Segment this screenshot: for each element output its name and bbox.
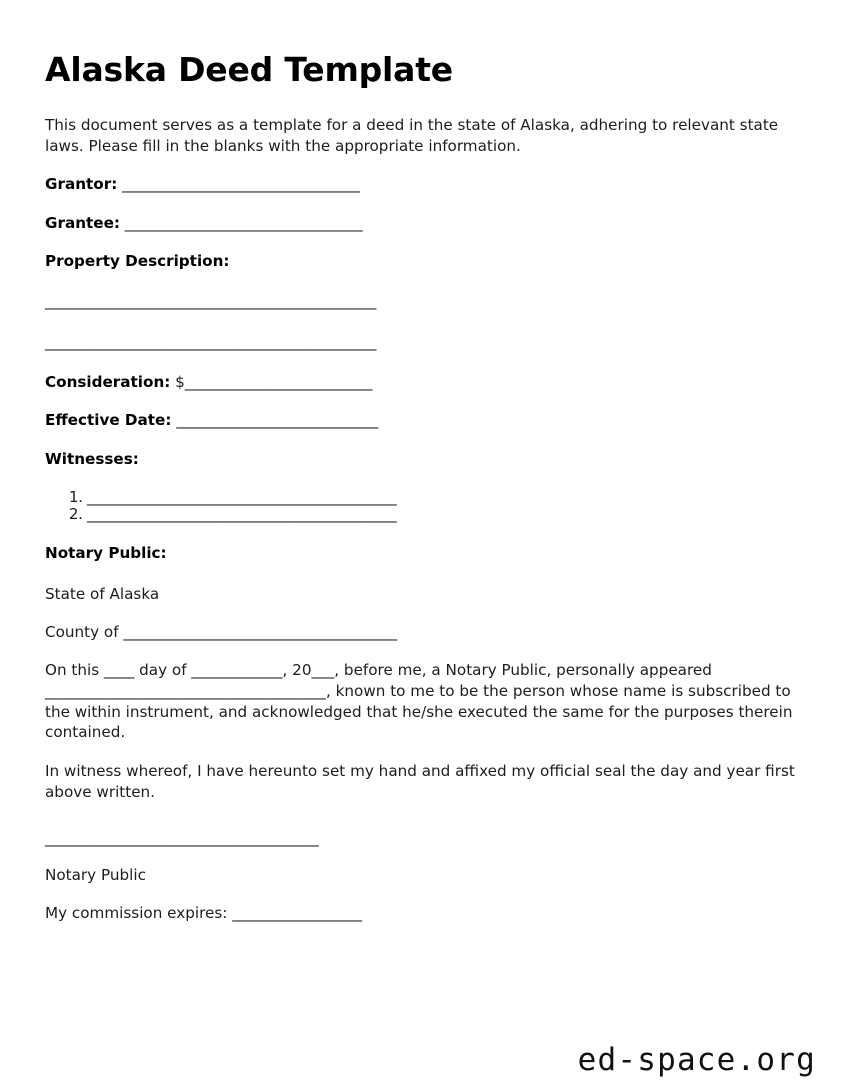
grantor-blank[interactable]: _________________________________ xyxy=(122,175,360,194)
page-title: Alaska Deed Template xyxy=(45,50,453,89)
property-description-blank-2[interactable]: ______________________________________________ xyxy=(45,332,376,351)
grantee-label: Grantee: xyxy=(45,213,120,232)
county-blank[interactable]: ______________________________________ xyxy=(123,622,397,641)
witness-whereof-paragraph: In witness whereof, I have hereunto set my hand and affixed my official seal the day and year first above written. xyxy=(45,761,795,801)
witnesses-label: Witnesses: xyxy=(45,449,139,468)
notary-signature-caption: Notary Public xyxy=(45,865,146,884)
acknowledgment-paragraph: On this ____ day of ____________, 20___, before me, a Notary Public, personally appeared _____________________________________, known to me to be the person whose name is subscribed to the within instrument, and acknowledged that he/she executed the same for the purposes therein contained. xyxy=(45,661,793,742)
commission-expires-blank[interactable]: __________________ xyxy=(232,904,362,923)
commission-expires-label: My commission expires: xyxy=(45,904,233,923)
witness-list xyxy=(45,489,797,523)
property-description-label: Property Description: xyxy=(45,252,230,271)
county-label: County of xyxy=(45,622,124,641)
site-watermark: ed-space.org xyxy=(577,1042,816,1078)
intro-paragraph: This document serves as a template for a deed in the state of Alaska, adhering to relevant state laws. Please fill in the blanks with the appropriate information. xyxy=(45,115,779,155)
notary-signature-line[interactable]: ______________________________________ xyxy=(45,829,319,848)
grantor-field xyxy=(45,174,797,194)
effective-date-label: Effective Date: xyxy=(45,411,172,430)
effective-date-blank[interactable]: ____________________________ xyxy=(176,411,378,430)
consideration-field xyxy=(45,372,797,392)
document-content xyxy=(45,52,797,941)
currency-symbol: $ xyxy=(175,373,185,392)
consideration-blank[interactable]: __________________________ xyxy=(184,373,372,392)
grantee-field xyxy=(45,213,797,233)
list-item xyxy=(87,506,797,523)
list-item xyxy=(87,489,797,506)
notary-public-heading: Notary Public: xyxy=(45,544,167,563)
consideration-label: Consideration: xyxy=(45,373,171,392)
property-description-blank-1[interactable]: ______________________________________________ xyxy=(45,292,376,311)
state-line: State of Alaska xyxy=(45,584,160,603)
effective-date-field xyxy=(45,410,797,430)
witness-blank-2[interactable]: ___________________________________________ xyxy=(87,505,397,524)
grantee-blank[interactable]: _________________________________ xyxy=(124,213,363,232)
county-field xyxy=(45,622,797,642)
commission-expires-field xyxy=(45,903,797,923)
grantor-label: Grantor: xyxy=(45,175,118,194)
witness-blank-1[interactable]: ___________________________________________ xyxy=(87,488,397,507)
